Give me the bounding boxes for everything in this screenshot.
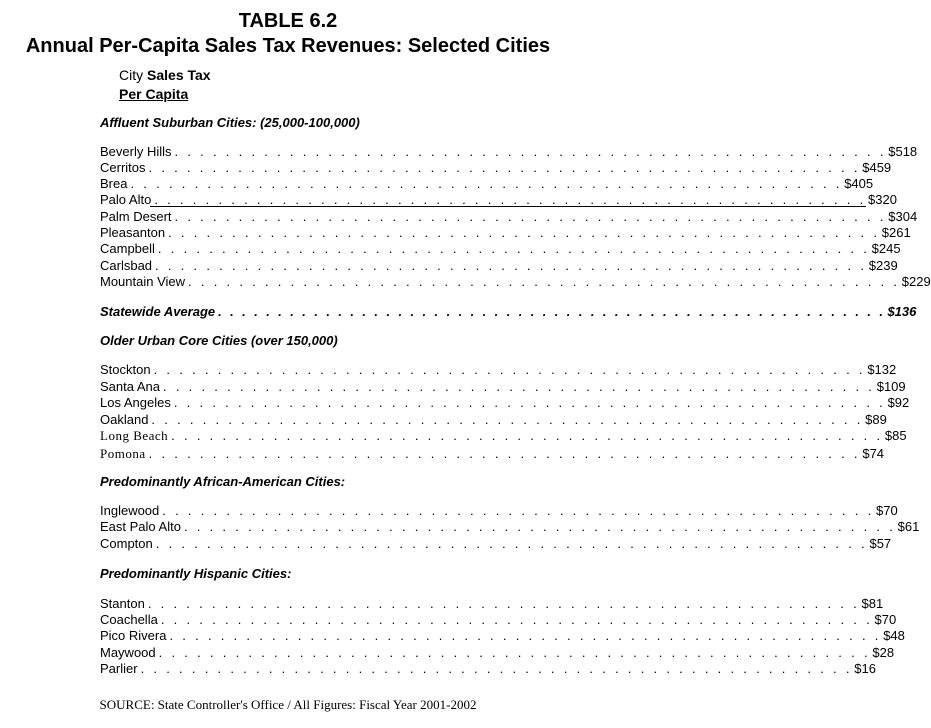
city-name: Palm Desert: [100, 209, 172, 224]
dot-leader: . . . . . . . . . . . . . . . . . . . . . . . . . . . . . . . . . . . . . . . . . . . . . . . . . . . . . . . .: [188, 274, 900, 289]
table-row: [100, 362, 897, 378]
city-value: $132: [867, 362, 897, 377]
table-row: [100, 209, 918, 225]
dot-leader: . . . . . . . . . . . . . . . . . . . . . . . . . . . . . . . . . . . . . . . . . . . . . . . . . . . . . . . .: [140, 661, 853, 676]
city-value: $459: [862, 160, 892, 175]
statewide-average-label: Statewide Average: [100, 304, 216, 319]
table-row: [100, 412, 887, 428]
city-value: $70: [874, 612, 897, 627]
dot-leader: . . . . . . . . . . . . . . . . . . . . . . . . . . . . . . . . . . . . . . . . . . . . . . . . . . . . . . . .: [173, 395, 886, 410]
city-name: Brea: [100, 176, 128, 191]
table-title: TABLE 6.2: [238, 10, 338, 32]
table-row: [100, 241, 901, 257]
city-name: Pleasanton: [100, 225, 166, 240]
dot-leader: . . . . . . . . . . . . . . . . . . . . . . . . . . . . . . . . . . . . . . . . . . . . . . . . . . . . . . . .: [160, 612, 873, 627]
city-name: Beverly Hills: [100, 144, 172, 159]
city-name: Mountain View: [100, 274, 186, 289]
city-value: $48: [883, 628, 905, 643]
table-row: [100, 144, 918, 160]
table-row: [100, 395, 910, 411]
dot-leader: . . . . . . . . . . . . . . . . . . . . . . . . . . . . . . . . . . . . . . . . . . . . . . . . . . . . . . . .: [218, 304, 886, 319]
table-row: [100, 379, 906, 395]
city-value: $405: [844, 176, 874, 191]
city-name: Compton: [100, 536, 153, 551]
city-name: Carlsbad: [100, 258, 153, 273]
table-subtitle: Annual Per-Capita Sales Tax Revenues: Selected Cities: [25, 35, 551, 57]
dot-leader: . . . . . . . . . . . . . . . . . . . . . . . . . . . . . . . . . . . . . . . . . . . . . . . . . . . . . . . .: [169, 628, 882, 643]
section-title-african-american: Predominantly African-American Cities:: [100, 474, 346, 489]
dot-leader: . . . . . . . . . . . . . . . . . . . . . . . . . . . . . . . . . . . . . . . . . . . . . . . . . . . . . . . .: [151, 412, 864, 427]
city-value: $320: [868, 192, 897, 207]
city-name: Oakland: [100, 412, 149, 427]
dot-leader: . . . . . . . . . . . . . . . . . . . . . . . . . . . . . . . . . . . . . . . . . . . . . . . . . . . . . . . .: [162, 503, 874, 518]
table-row: [100, 661, 876, 677]
dot-leader: . . . . . . . . . . . . . . . . . . . . . . . . . . . . . . . . . . . . . . . . . . . . . . . . . . . . . . . .: [168, 225, 880, 240]
city-name: Pomona: [100, 446, 146, 461]
city-value: $74: [862, 446, 885, 461]
table-row: [100, 176, 874, 192]
city-value: $61: [897, 519, 920, 534]
dot-leader: . . . . . . . . . . . . . . . . . . . . . . . . . . . . . . . . . . . . . . . . . . . . . . . . . . . . . . . .: [130, 176, 843, 191]
table-row: [100, 258, 898, 274]
city-name: Cerritos: [100, 160, 146, 175]
column-header-bold: Sales Tax: [147, 67, 211, 83]
table-row: [100, 428, 907, 444]
dot-leader: . . . . . . . . . . . . . . . . . . . . . . . . . . . . . . . . . . . . . . . . . . . . . . . . . . . . . . . .: [171, 428, 883, 443]
table-row: [100, 596, 884, 612]
source-note: SOURCE: State Controller's Office / All Figures: Fiscal Year 2001-2002: [99, 697, 477, 712]
city-value: $518: [888, 144, 918, 159]
column-header-line2: Per Capita: [119, 86, 189, 102]
table-row: [100, 225, 911, 241]
dot-leader: . . . . . . . . . . . . . . . . . . . . . . . . . . . . . . . . . . . . . . . . . . . . . . . . . . . . . . . .: [155, 258, 867, 273]
dot-leader: . . . . . . . . . . . . . . . . . . . . . . . . . . . . . . . . . . . . . . . . . . . . . . . . . . . . . . . .: [174, 144, 887, 159]
table-row: [100, 536, 892, 552]
city-name: Stanton: [100, 596, 145, 611]
city-value: $304: [888, 209, 918, 224]
dot-leader: . . . . . . . . . . . . . . . . . . . . . . . . . . . . . . . . . . . . . . . . . . . . . . . . . . . . . . . .: [183, 519, 896, 534]
dot-leader: . . . . . . . . . . . . . . . . . . . . . . . . . . . . . . . . . . . . . . . . . . . . . . . . . . . . . . . .: [153, 362, 866, 377]
city-value: $89: [865, 412, 887, 427]
table-row: [100, 645, 895, 661]
city-value: $92: [887, 395, 910, 410]
statewide-average-value: $136: [887, 304, 917, 319]
dot-leader: . . . . . . . . . . . . . . . . . . . . . . . . . . . . . . . . . . . . . . . . . . . . . . . . . . . . . . . .: [154, 192, 867, 207]
city-name: Los Angeles: [100, 395, 171, 410]
table-row: [100, 160, 892, 176]
table-row: [100, 446, 885, 462]
dot-leader: . . . . . . . . . . . . . . . . . . . . . . . . . . . . . . . . . . . . . . . . . . . . . . . . . . . . . . . .: [163, 379, 875, 394]
dot-leader: . . . . . . . . . . . . . . . . . . . . . . . . . . . . . . . . . . . . . . . . . . . . . . . . . . . . . . . .: [148, 160, 861, 175]
table-row: [100, 612, 897, 628]
city-value: $85: [884, 428, 907, 443]
city-name: Pico Rivera: [100, 628, 167, 643]
city-value: $245: [871, 241, 901, 256]
dot-leader: . . . . . . . . . . . . . . . . . . . . . . . . . . . . . . . . . . . . . . . . . . . . . . . . . . . . . . . .: [147, 596, 860, 611]
city-name: Long Beach: [100, 428, 169, 443]
city-name: East Palo Alto: [100, 519, 181, 534]
dot-leader: . . . . . . . . . . . . . . . . . . . . . . . . . . . . . . . . . . . . . . . . . . . . . . . . . . . . . . . .: [158, 645, 871, 660]
section-title-urban-core: Older Urban Core Cities (over 150,000): [100, 333, 338, 348]
city-name: Palo Alto: [100, 192, 152, 207]
table-row: [100, 628, 905, 644]
dot-leader: . . . . . . . . . . . . . . . . . . . . . . . . . . . . . . . . . . . . . . . . . . . . . . . . . . . . . . . .: [174, 209, 887, 224]
city-value: $57: [869, 536, 892, 551]
city-value: $261: [881, 225, 911, 240]
table-row: [100, 192, 897, 208]
city-value: $109: [876, 379, 906, 394]
dot-leader: . . . . . . . . . . . . . . . . . . . . . . . . . . . . . . . . . . . . . . . . . . . . . . . . . . . . . . . .: [157, 241, 870, 256]
table-row: [100, 274, 931, 290]
column-header-line1: [119, 67, 211, 83]
table-row: [100, 503, 898, 519]
dot-leader: . . . . . . . . . . . . . . . . . . . . . . . . . . . . . . . . . . . . . . . . . . . . . . . . . . . . . . . .: [148, 446, 861, 461]
table-row: [100, 519, 920, 535]
city-value: $16: [854, 661, 876, 676]
city-name: Inglewood: [100, 503, 160, 518]
city-name: Maywood: [100, 645, 156, 660]
statewide-average-row: [100, 304, 917, 320]
city-name: Santa Ana: [100, 379, 160, 394]
city-value: $229: [901, 274, 931, 289]
city-value: $239: [868, 258, 898, 273]
city-name: Campbell: [100, 241, 155, 256]
column-header-prefix: City: [119, 67, 144, 83]
dot-leader: . . . . . . . . . . . . . . . . . . . . . . . . . . . . . . . . . . . . . . . . . . . . . . . . . . . . . . . .: [155, 536, 868, 551]
city-value: $28: [872, 645, 895, 660]
city-name: Parlier: [100, 661, 138, 676]
city-value: $70: [876, 503, 898, 518]
section-title-hispanic: Predominantly Hispanic Cities:: [100, 566, 292, 581]
city-value: $81: [861, 596, 884, 611]
section-title-affluent: Affluent Suburban Cities: (25,000-100,000): [100, 115, 360, 130]
city-name: Coachella: [100, 612, 158, 627]
city-name: Stockton: [100, 362, 151, 377]
